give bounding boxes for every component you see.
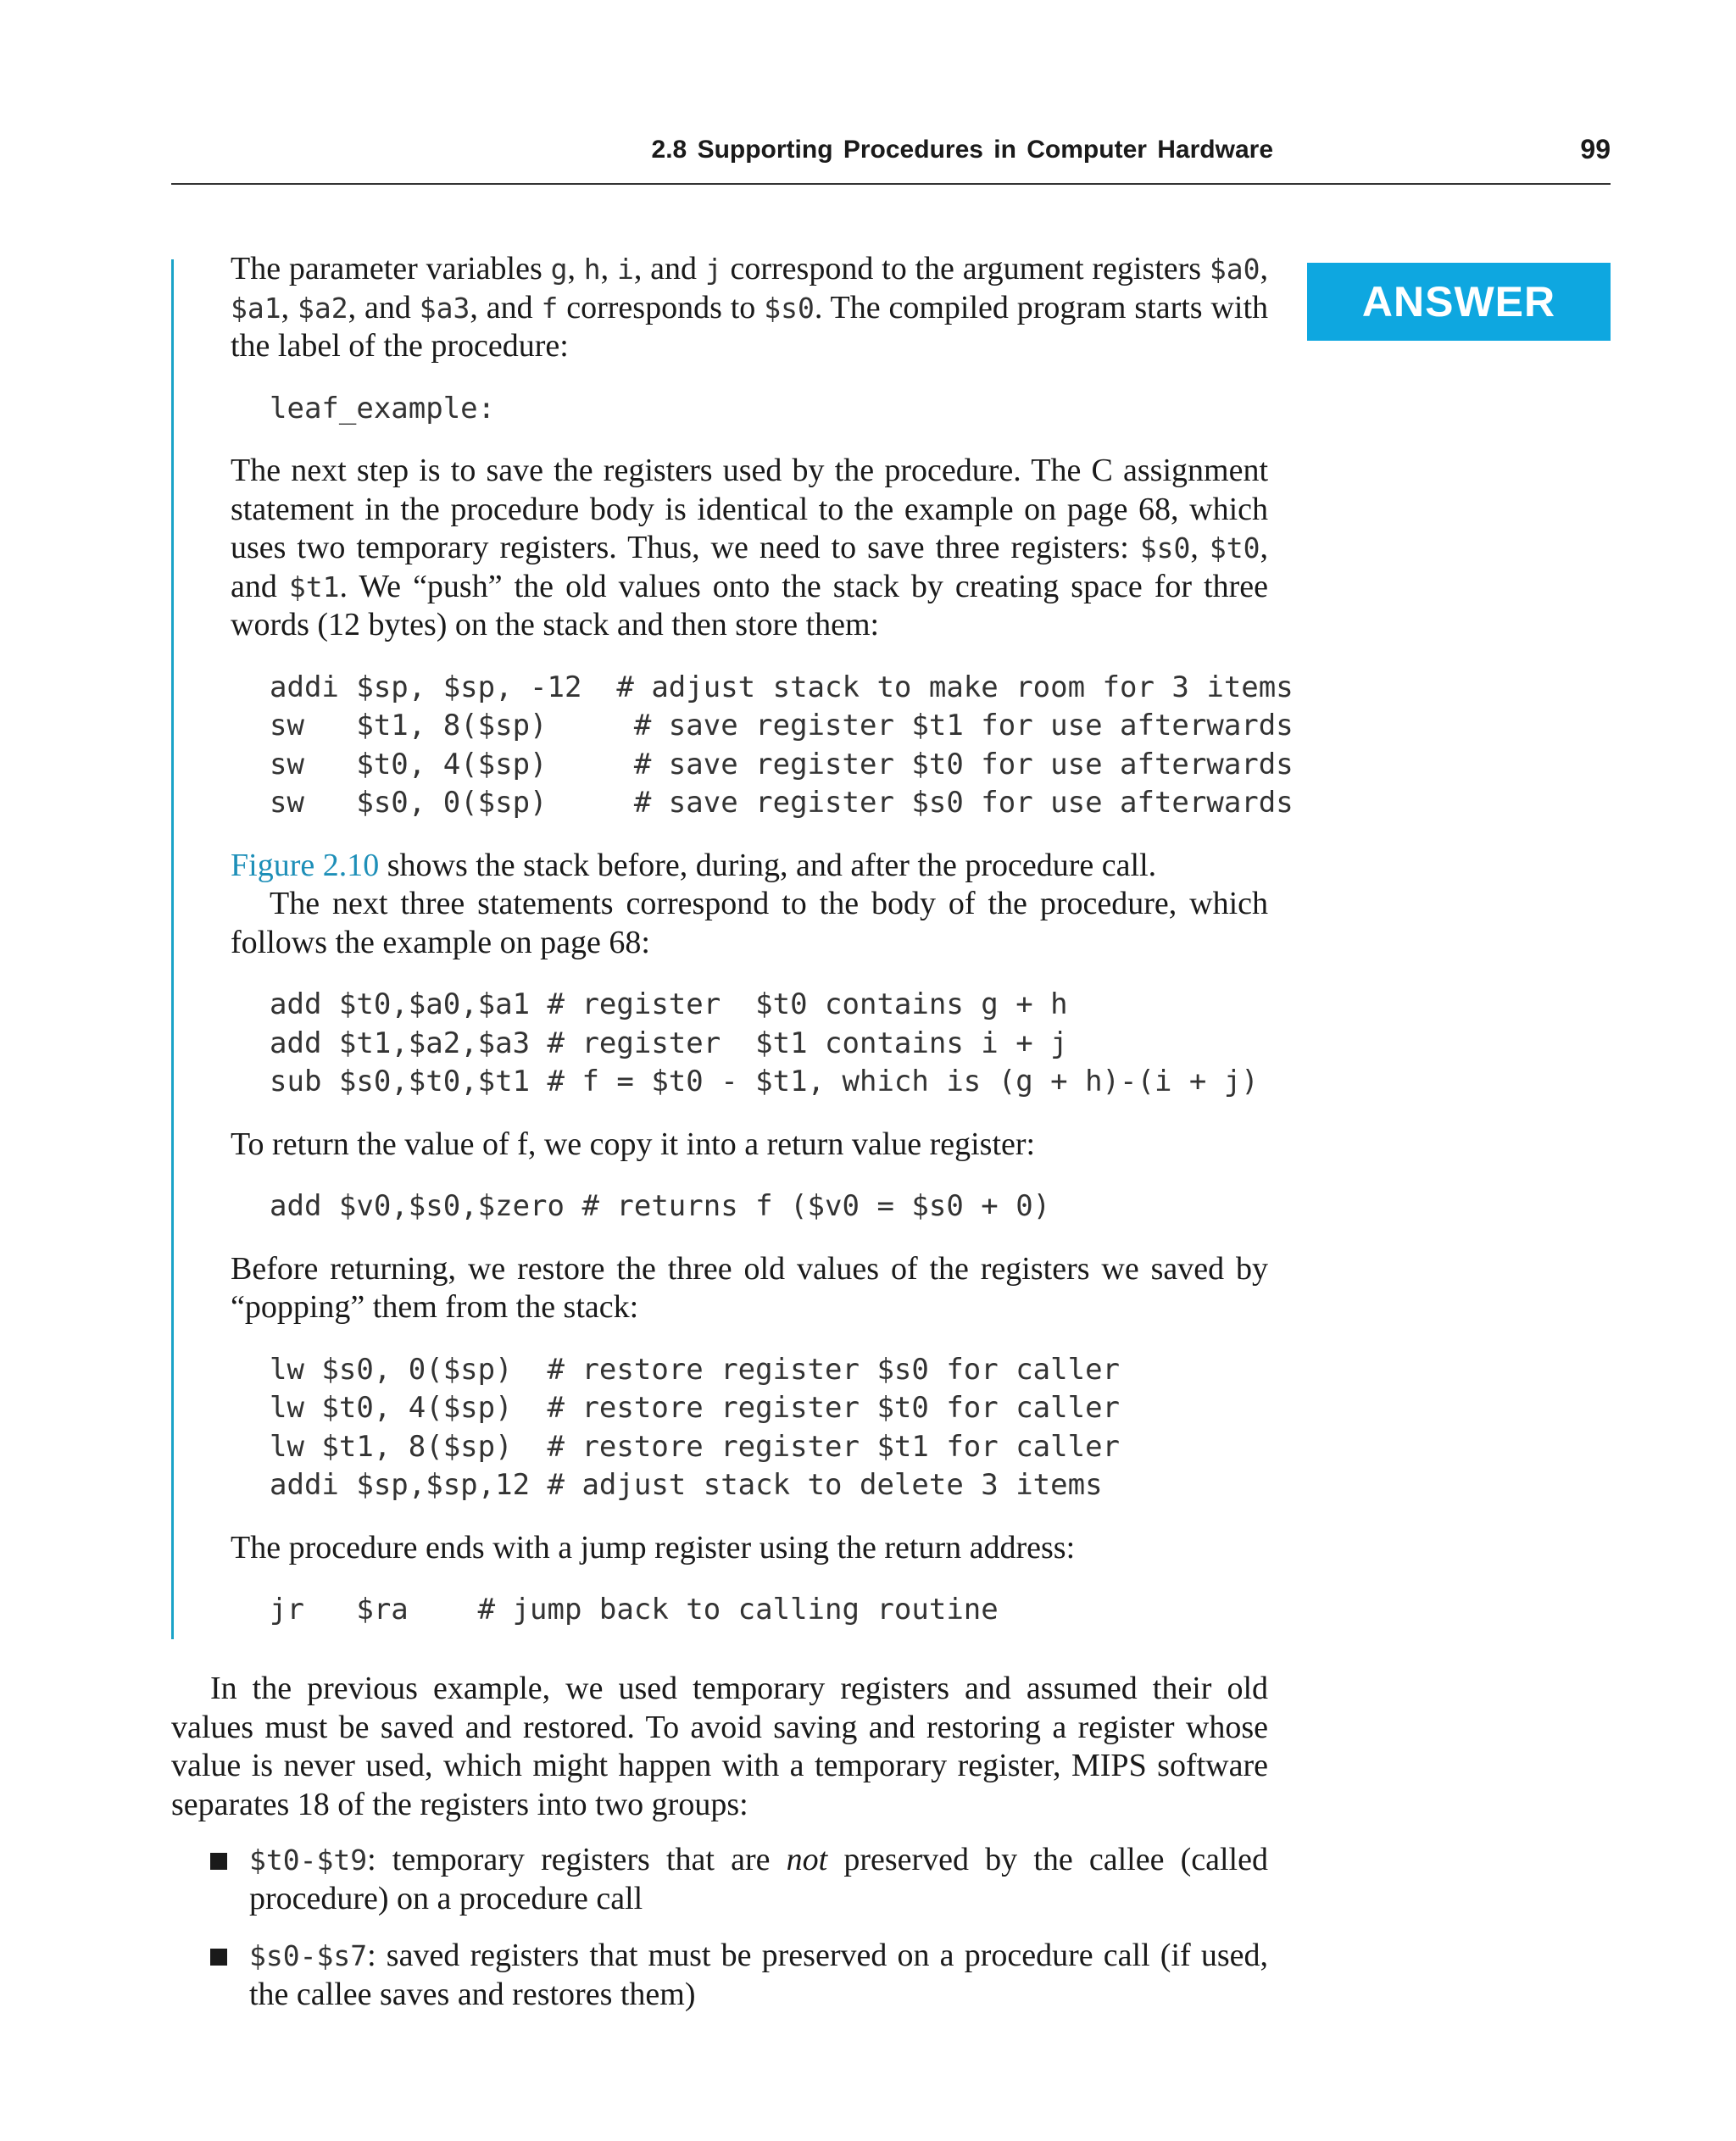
list-item: $t0-$t9: temporary registers that are not preserved by the callee (called procedure) on a procedure call: [171, 1841, 1268, 1918]
code-body: [231, 986, 1268, 1102]
code-line: add $t0,$a0,$a1 # register $t0 contains g + h: [270, 987, 1068, 1021]
paragraph-register-groups: In the previous example, we used temporary registers and assumed their old values must be saved and restored. To avoid saving and restoring a register whose value is never used, which might happen with a temporary register, MIPS software separates 18 of the registers into two groups:: [171, 1671, 1268, 1822]
code-return: add $v0,$s0,$zero # returns f ($v0 = $s0 + 0): [270, 1189, 1051, 1223]
code-line: lw $t1, 8($sp) # restore register $t1 for caller: [270, 1429, 1121, 1464]
answer-label: ANSWER: [1307, 263, 1611, 341]
page-number: 99: [1580, 134, 1611, 164]
code-line: lw $s0, 0($sp) # restore register $s0 for caller: [270, 1352, 1121, 1387]
code-pop: [231, 1351, 1268, 1505]
code-line: sw $s0, 0($sp) # save register $s0 for use afterwards: [270, 786, 1294, 820]
list-item: $s0-$s7: saved registers that must be preserved on a procedure call (if used, the callee saves and restores them): [171, 1937, 1268, 2014]
answer-content: [231, 250, 1294, 1630]
paragraph-jump: The procedure ends with a jump register using the return address:: [231, 1529, 1076, 1565]
paragraph-save-registers: The next step is to save the registers used by the procedure. The C assignment statement in the procedure body is identical to the example on page 68, which uses two temporary registers. Thus, we need to save three registers: $s0, $t0, and $t1. We “push” the old values onto the stack by creating space for three words (12 bytes) on the stack and then store them:: [231, 453, 1269, 642]
code-line: sw $t1, 8($sp) # save register $t1 for use afterwards: [270, 709, 1294, 742]
square-bullet-icon: [210, 1949, 227, 1966]
main-text: [171, 1670, 1268, 2033]
code-line: addi $sp, $sp, -12 # adjust stack to make room for 3 items: [270, 670, 1294, 704]
answer-margin-bar: [171, 259, 174, 1639]
paragraph-restore: Before returning, we restore the three old values of the registers we saved by “popping” them from the stack:: [231, 1250, 1268, 1325]
figure-link[interactable]: Figure 2.10: [231, 847, 380, 883]
square-bullet-icon: [210, 1853, 227, 1870]
running-header: [171, 127, 1611, 185]
code-jr: jr $ra # jump back to calling routine: [270, 1593, 999, 1627]
paragraph-parameters: The parameter variables g, h, i, and j correspond to the argument registers $a0, $a1, $a2, and $a3, and f corresponds to $s0. The compiled program starts with the label of the procedure:: [231, 251, 1269, 364]
code-line: sw $t0, 4($sp) # save register $t0 for use afterwards: [270, 747, 1294, 781]
paragraph-figure-ref: Figure 2.10 shows the stack before, during, and after the procedure call.: [231, 847, 1157, 883]
section-title: 2.8 Supporting Procedures in Computer Hardware: [651, 136, 1273, 164]
code-line: sub $s0,$t0,$t1 # f = $t0 - $t1, which is (g + h)-(i + j): [270, 1065, 1259, 1098]
paragraph-return: To return the value of f, we copy it into a return value register:: [231, 1126, 1036, 1162]
code-label: leaf_example:: [270, 391, 496, 425]
code-line: lw $t0, 4($sp) # restore register $t0 for caller: [270, 1391, 1121, 1425]
paragraph-body: The next three statements correspond to the body of the procedure, which follows the example on page 68:: [231, 886, 1268, 960]
register-groups-list: [171, 1841, 1268, 2014]
code-line: addi $sp,$sp,12 # adjust stack to delete 3 items: [270, 1468, 1103, 1502]
code-line: add $t1,$a2,$a3 # register $t1 contains i + j: [270, 1026, 1068, 1060]
code-push: [231, 669, 1294, 823]
